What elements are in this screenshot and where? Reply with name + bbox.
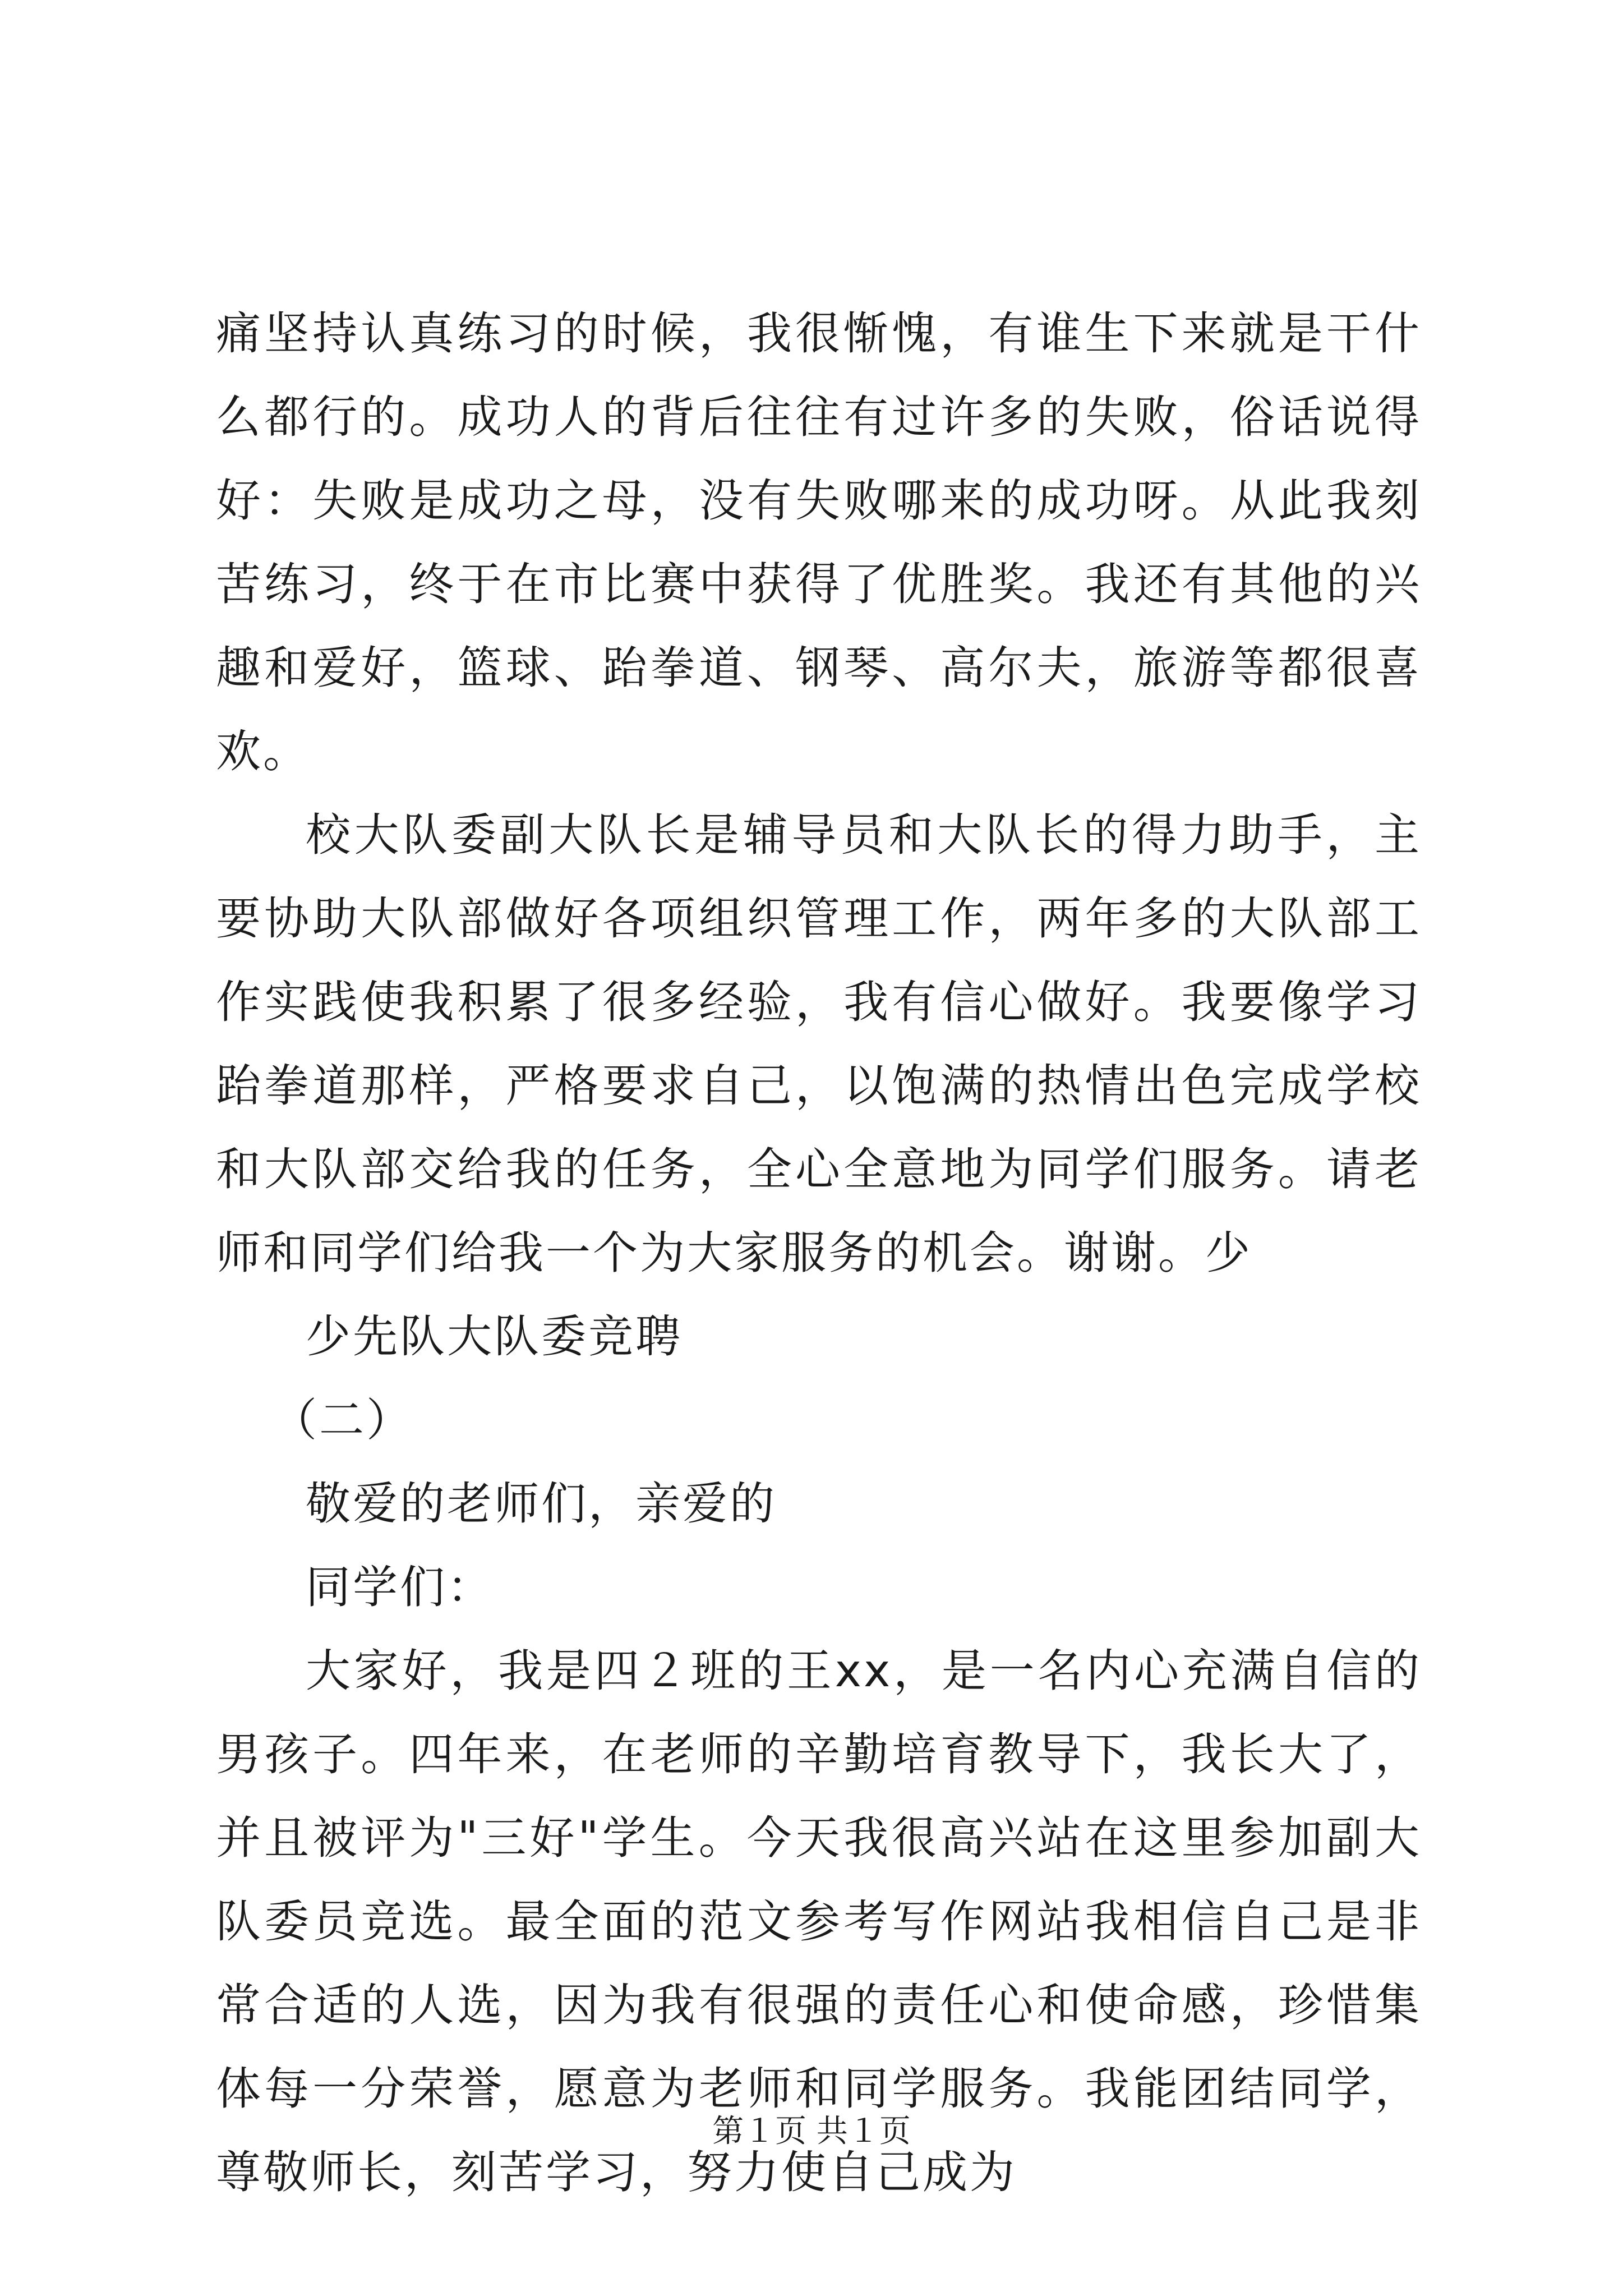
paragraph-continuation: 痛坚持认真练习的时候，我很惭愧，有谁生下来就是干什么都行的。成功人的背后往往有过许多的失败，俗话说得好：失败是成功之母，没有失败哪来的成功呀。从此我刻苦练习，终于在市比赛中获得了优胜奖。我还有其他的兴趣和爱好，篮球、跆拳道、钢琴、高尔夫，旅游等都很喜欢。 (216, 307, 1422, 777)
section-number: （二） (272, 1394, 413, 1446)
section-heading: 少先队大队委竞聘 (306, 1310, 683, 1363)
page-footer: 第１页 共１页 (712, 2113, 911, 2150)
paragraph-introduction: 大家好，我是四２班的王xx，是一名内心充满自信的男孩子。四年来，在老师的辛勤培育教导下，我长大了，并且被评为"三好"学生。今天我很高兴站在这里参加副大队委员竞选。最全面的范文参考写作网站我相信自己是非常合适的人选，因为我有很强的责任心和使命感，珍惜集体每一分荣誉，愿意为老师和同学服务。我能团结同学，尊敬师长，刻苦学习，努力使自己成为 (216, 1645, 1422, 2198)
paragraph-vice-captain: 校大队委副大队长是辅导员和大队长的得力助手，主要协助大队部做好各项组织管理工作，两年多的大队部工作实践使我积累了很多经验，我有信心做好。我要像学习跆拳道那样，严格要求自己，以饱满的热情出色完成学校和大队部交给我的任务，全心全意地为同学们服务。请老师和同学们给我一个为大家服务的机会。谢谢。少 (216, 809, 1422, 1279)
salutation-teachers: 敬爱的老师们，亲爱的 (306, 1478, 777, 1530)
document-body (216, 292, 1422, 2214)
salutation-students: 同学们： (306, 1561, 494, 1613)
